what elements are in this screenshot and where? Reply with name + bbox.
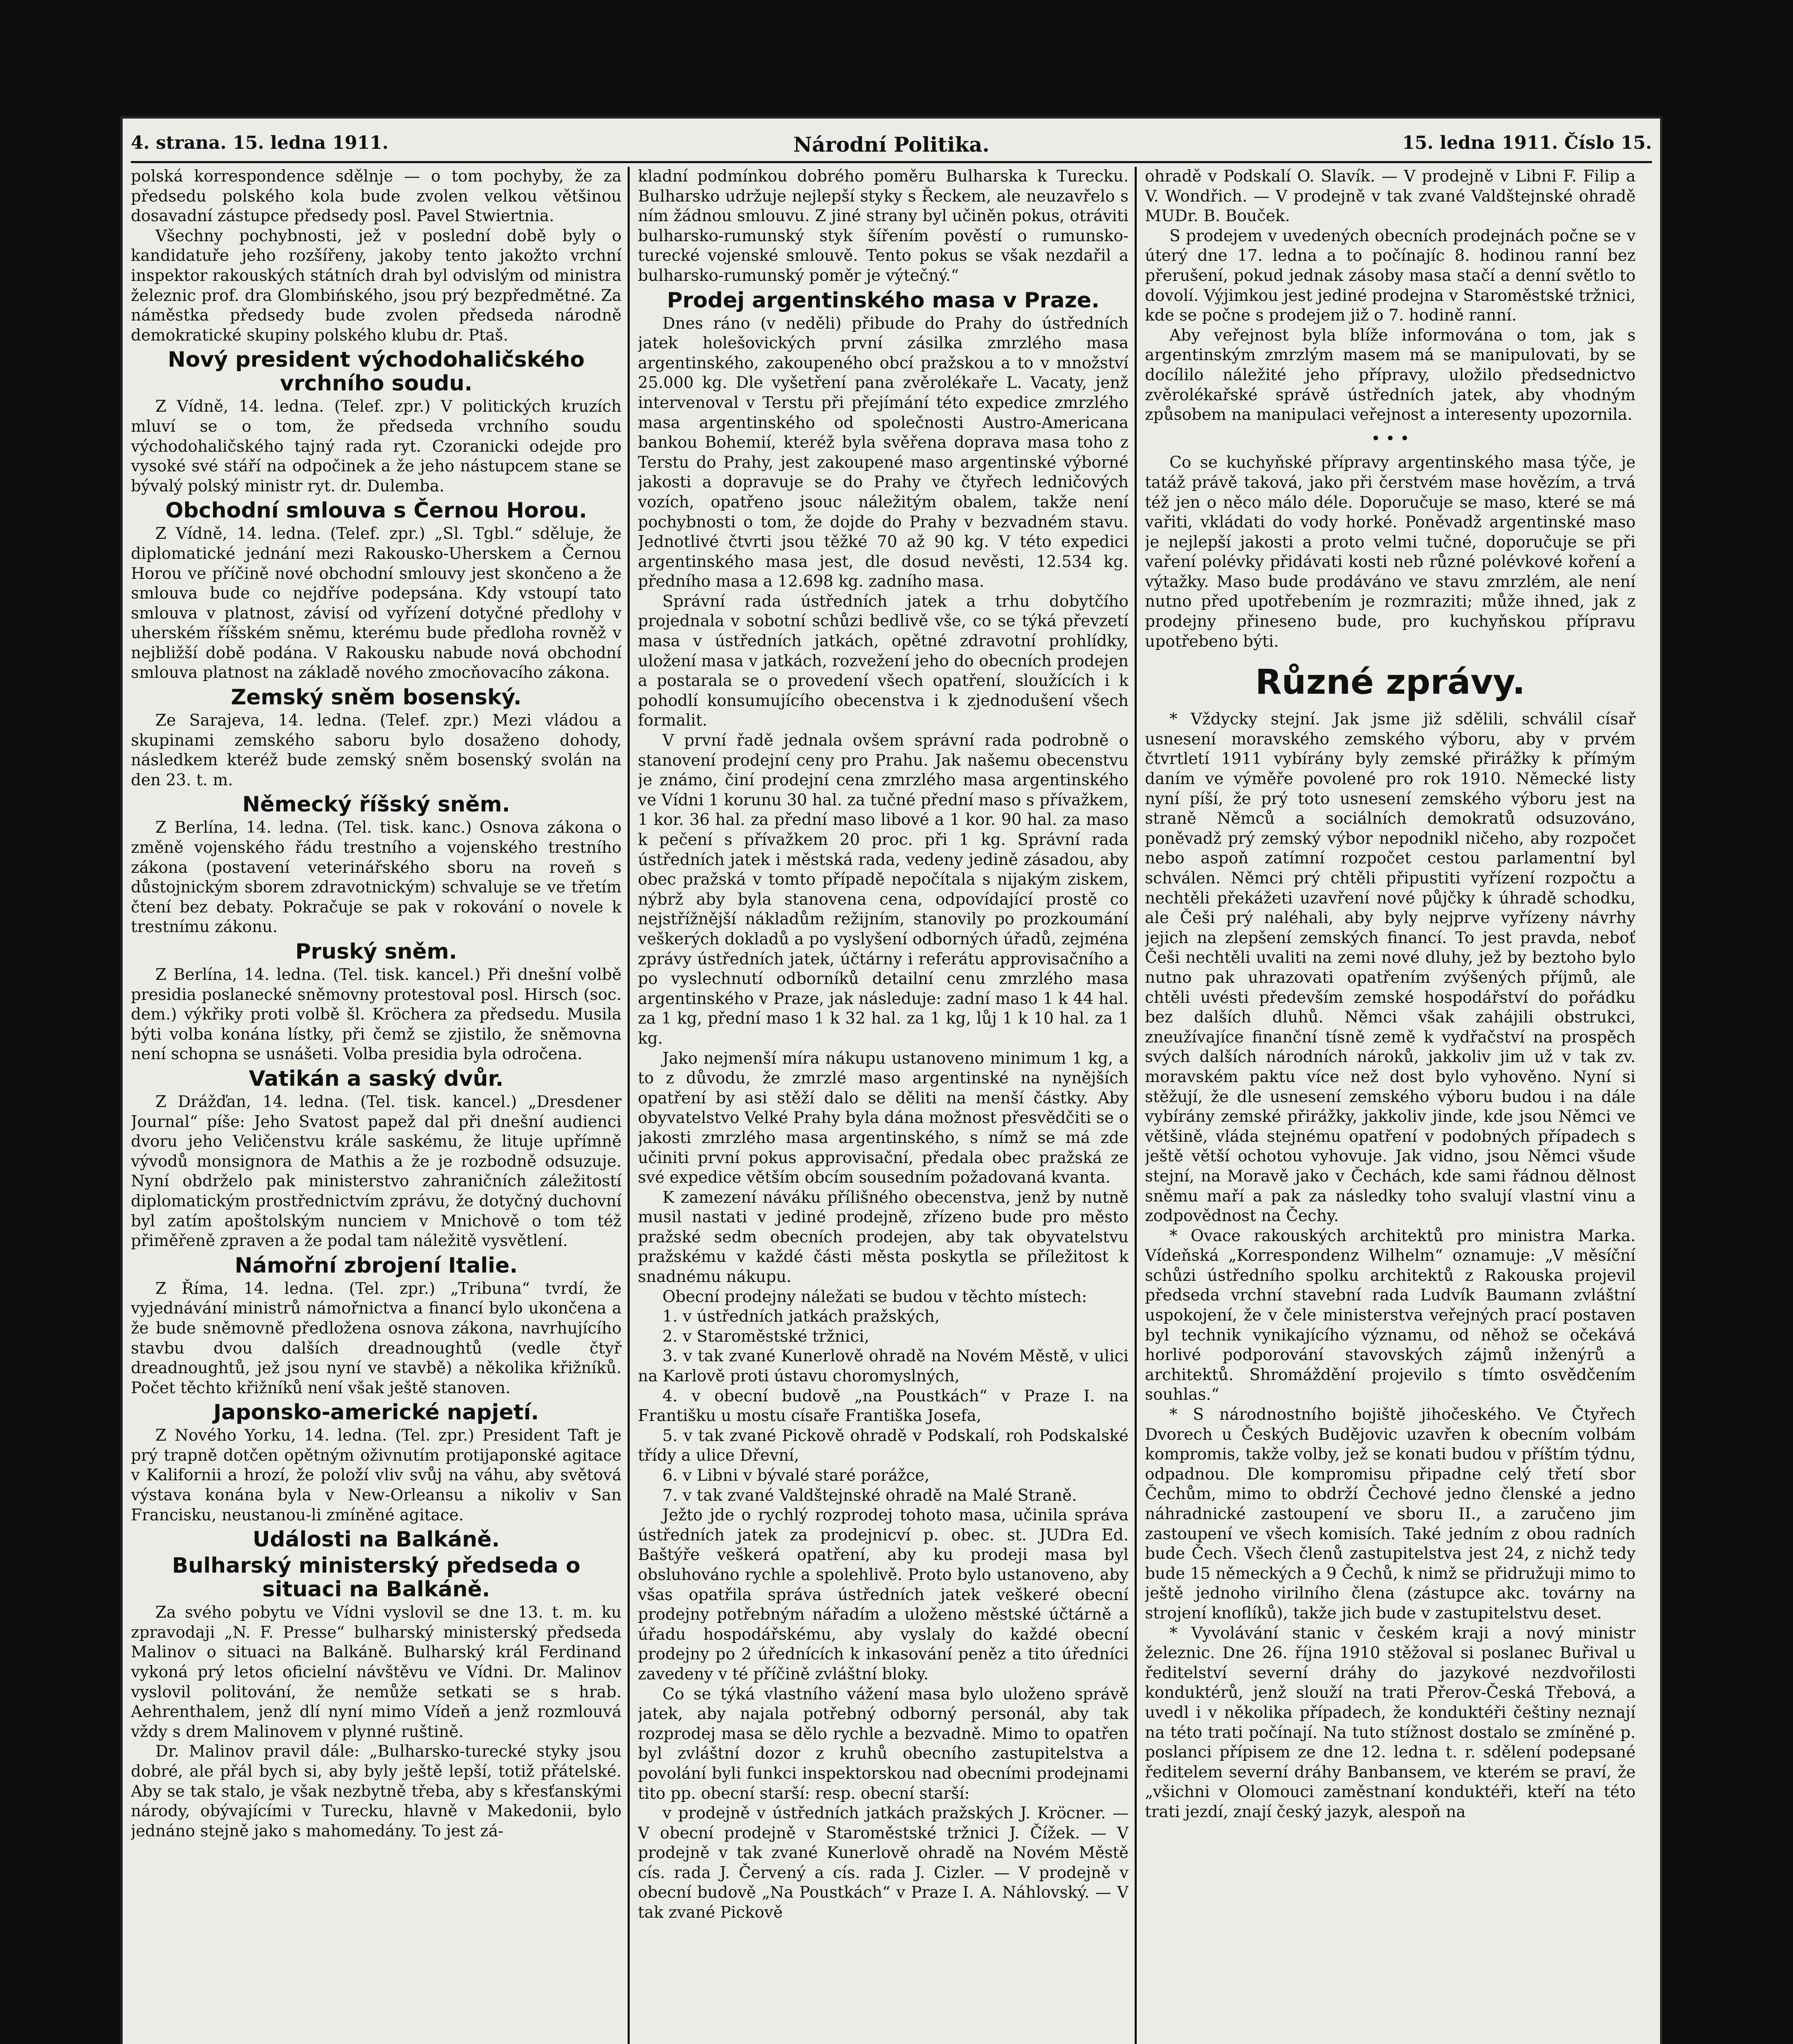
column-2 <box>638 167 1129 2044</box>
article-paragraph: Obecní prodejny náležati se budou v těchto místech: <box>662 1287 1087 1306</box>
article-paragraph: Správní rada ústředních jatek a trhu dobytčího projednala v sobotní schůzi bedlivě vše, co se týká převzetí masa v ústředních jatkách, opětné zdravotní prohlídky, uložení masa v jatkách, rozvežení jeho do obecních prodejen a postarala se o provedení všech opatření, sloužících i k pohodlí konsumujícího obecenstva i k zjednodušení všech formalit. <box>638 592 1129 730</box>
page-header <box>131 132 1652 161</box>
article-headline: Bulharský ministerský předseda o situaci na Balkáně. <box>172 1553 581 1602</box>
header-date-issue: 15. ledna 1911. Číslo 15. <box>1402 132 1652 153</box>
section-headline: Události na Balkáně. <box>252 1527 500 1552</box>
section-separator: • • • <box>1371 429 1409 448</box>
column-divider <box>628 167 630 2044</box>
article-paragraph: Co se kuchyňské přípravy argentinského masa týče, je tatáž právě taková, jako při čerstvém mase hovězím, a trvá též jen o něco málo déle. Doporučuje se maso, které se má vařiti, vkládati do vody horké. Poněvadž argentinské maso je nejlepší jakosti a proto velmi tučné, doporučuje se při vaření polévky přidávati kosti neb různé polévkové koření a výtažky. Maso bude prodáváno ve stavu zmrzlém, ale není nutno před upotřebením je rozmraziti; může ihned, jak z prodejny přineseno bude, pro kuchyňskou přípravu upotřebeno býti. <box>1145 453 1636 651</box>
article-headline: Japonsko-americké napjetí. <box>213 1400 539 1425</box>
column-1 <box>131 167 622 2044</box>
article-paragraph: Ježto jde o rychlý rozprodej tohoto masa, učinila správa ústředních jatek za prodejnicví p. obec. st. JUDra Ed. Baštýře veškerá opatření, aby ku prodeji masa byl obsluhováno rychle a spolehlivě. Proto bylo ustanoveno, aby všas opatřila správa ústředních jatek veškeré obecní prodejny potřebným nářadím a uloženo městské účtárně a úřadu hospodářskému, aby vyslaly do každé obecní prodejny po 2 úřednících k inkasování peněz a tito úředníci zavedeny v té příčině zvláštní bloky. <box>638 1506 1129 1683</box>
article-paragraph: Aby veřejnost byla blíže informována o tom, jak s argentinským zmrzlým masem má se manipulovati, by se docílilo náležité jeho přípravy, uložilo předsednictvo zvěrolékařské správě ústředních jatek, aby vhodným způsobem na manipulaci veřejnost a interesenty upozornila. <box>1145 326 1636 424</box>
article-headline: Námořní zbrojení Italie. <box>235 1253 518 1278</box>
article-paragraph: v prodejně v ústředních jatkách pražských J. Kröcner. — V obecní prodejně v Staroměstské tržnici J. Čížek. — V prodejně v tak zvané Kunerlově ohradě na Novém Městě cís. rada J. Červený a cís. rada J. Cizler. — V prodejně v obecní budově „Na Poustkách“ v Praze I. A. Náhlovský. — V tak zvané Pickově <box>638 1804 1129 1922</box>
header-rule <box>131 161 1652 163</box>
article-paragraph: Co se týká vlastního vážení masa bylo uloženo správě jatek, aby najala potřebný odborný personál, aby tak rozprodej masa se dělo rychle a bezvadně. Mimo to opatřen byl zvláštní dozor z kruhů obecního zastupitelstva a povolání byli funkci inspektorskou nad obecními prodejnami tito pp. obecní starší: resp. obecní starší: <box>638 1685 1129 1803</box>
article-paragraph: Z Berlína, 14. ledna. (Tel. tisk. kancel.) Při dnešní volbě presidia poslanecké sněmovny protestoval posl. Hirsch (soc. dem.) výkřiky proti volbě šl. Kröchera za předsedu. Musila býti volba konána lístky, při čemž se zjistilo, že sněmovna není schopna se usnášeti. Volba presidia byla odročena. <box>131 966 622 1064</box>
article-paragraph: V první řadě jednala ovšem správní rada podrobně o stanovení prodejní ceny pro Prahu. Jak našemu obecenstvu je známo, činí prodejní cena zmrzlého masa argentinského ve Vídni 1 korunu 30 hal. za tučné přední maso s přívažkem, 1 kor. 36 hal. za přední maso libové a 1 kor. 90 hal. za maso k pečení s přívažkem 20 proc. při 1 kg. Správní rada ústředních jatek i městská rada, vedeny jedině zásadou, aby obec pražská v tomto případě nepočítala s nijakým ziskem, nýbrž aby byla stanovena cena, odpovídající prostě co nejstřížnější nákladům režijním, stanovily po prozkoumání veškerých dokladů a po vyslyšení odborných úřadů, zejména zprávy ústředních jatek, účtárny i referátu approvisačního a po vyslechnutí odborníků detailní cenu zmrzlého masa argentinského v Praze, jak následuje: zadní maso 1 k 44 hal. za 1 kg, přední maso 1 k 32 hal. za 1 kg, lůj 1 k 10 hal. za 1 kg. <box>638 731 1129 1048</box>
article-paragraph: Za svého pobytu ve Vídni vyslovil se dne 13. t. m. ku zpravodaji „N. F. Presse“ bulharský ministerský předseda Malinov o situaci na Balkáně. Bulharský král Ferdinand vykoná prý letos oficielní návštěvu ve Vídni. Dr. Malinov vyslovil politování, že nemůže setkati se s hrab. Aehrenthalem, jenž dlí nyní mimo Vídeň a jenž rozmlouvá vždy s drem Malinovem v plynné ruštině. <box>131 1603 622 1741</box>
article-paragraph: Z Vídně, 14. ledna. (Telef. zpr.) V politických kruzích mluví se o tom, že předseda vrchního soudu východohaličského tajný rada ryt. Czoranicki odejde pro vysoké své stáří na odpočinek a že jeho nástupcem stane se bývalý polský ministr ryt. dr. Dulemba. <box>131 397 622 495</box>
list-item: 3. v tak zvané Kunerlově ohradě na Novém Městě, v ulici na Karlově proti ústavu choromyslných, <box>638 1347 1129 1386</box>
article-continuation: kladní podmínkou dobrého poměru Bulharska k Turecku. Bulharsko udržuje nejlepší styky s Řeckem, ale neuzavřelo s ním žádnou smlouvu. Z jiné strany byl učiněn pokus, otráviti bulharsko-rumunský styk šířením pověstí o rumunsko-turecké vojenské smlouvě. Tento pokus se však nezdařil a bulharsko-rumunský poměr je výtečný.“ <box>638 167 1129 285</box>
article-paragraph: Z Nového Yorku, 14. ledna. (Tel. zpr.) President Taft je prý trapně dotčen opětným oživnutím protijaponské agitace v Kalifornii a hrozí, že položí vliv svůj na váhu, aby světová výstava konána byla v New-Orleansu a nikoliv v San Francisku, neustanou-li zmíněné agitace. <box>131 1426 622 1524</box>
article-headline: Prodej argentinského masa v Praze. <box>667 288 1100 313</box>
article-paragraph: * S národnostního bojiště jihočeského. Ve Čtyřech Dvorech u Českých Budějovic uzavřen k obecním volbám kompromis, takže volby, jež se konati budou v příštím týdnu, odpadnou. Dle kompromisu připadne celý třetí sbor Čechům, mimo to obdrží Čechové jedno členské a jedno náhradnické zastoupení ve sboru II., a zaručeno jim zastoupení ve všech komisích. Také jedním z obou radních bude Čech. Všech členů zastupitelstva jest 24, z nichž tedy bude 15 německých a 9 Čechů, k nimž se přidružuji mimo to ještě jednoho virilního člena (zástupce akc. továrny na strojení knoflíků), takže jich bude v zastupitelstvu deset. <box>1145 1405 1636 1623</box>
article-paragraph: K zamezení náváku přílišného obecenstva, jenž by nutně musil nastati v jediné prodejně, zřízeno bude pro město pražské sedm obecních prodejen, aby tak obyvatelstvu pražskému v každé části města poskytla se příležitost k snadnému nákupu. <box>638 1188 1129 1286</box>
article-paragraph: Dr. Malinov pravil dále: „Bulharsko-turecké styky jsou dobré, ale přál bych si, aby byly ještě lepší, totiž přátelské. Aby se tak stalo, je však nezbytně třeba, aby s křesťanskými národy, obývajícími v Turecku, hlavně v Makedonii, bylo jednáno stejně jako s mahomedány. To jest zá- <box>131 1742 622 1840</box>
article-headline: Vatikán a saský dvůr. <box>249 1066 504 1091</box>
article-headline: Německý říšský sněm. <box>242 792 510 817</box>
list-item: 7. v tak zvané Valdštejnské ohradě na Malé Straně. <box>662 1486 1077 1505</box>
article-paragraph: * Vyvolávání stanic v českém kraji a nový ministr železnic. Dne 26. října 1910 stěžoval si poslanec Buřival u ředitelství severní dráhy do jazykové nezdvořilosti konduktérů, jenž slouží na trati Přerov-Česká Třebová, a uvedl i v několika případech, že konduktéři češtiny neznají na této trati počínají. Na tuto stížnost dostalo se zmíněné p. poslanci přípisem ze dne 12. ledna t. r. sdělení podepsané ředitelem severní dráhy Banbansem, ve kterém se praví, že „všichni v Olomouci zaměstnaní konduktéři, kteří na této trati jezdí, znají český jazyk, alespoň na <box>1145 1624 1636 1821</box>
article-paragraph: * Ovace rakouských architektů pro ministra Marka. Vídeňská „Korrespondenz Wilhelm“ oznamuje: „V měsíční schůzi ústředního spolku architektů z Rakouska projevil předseda vrchní stavební rada Ludvík Baumann zvláštní uspokojení, že v čele ministerstva veřejných prací postaven byl technik vynikajícího významu, od něhož se očekává horlivé podporování stavovských zájmů inženýrů a architektů. Shromáždění projevilo s tímto osvědčením souhlas.“ <box>1145 1226 1636 1404</box>
section-headline: Různé zprávy. <box>1255 662 1526 702</box>
article-paragraph: Dnes ráno (v neděli) přibude do Prahy do ústředních jatek holešovických první zásilka zmrzlého masa argentinského, zakoupeného obcí pražskou a to v množství 25.000 kg. Dle vyšetření pana zvěrolékaře L. Vacaty, jenž intervenoval v Terstu při přejímání této expedice zmrzlého masa argentinského od společnosti Austro-Americana bankou Bohemií, kteréž byla svěřena doprava masa toho z Terstu do Prahy, jest zakoupené maso argentinské výborné jakosti a dopravuje se do Prahy ve čtyřech ledničových vozích, opatřeno jsouc náležitým obalem, takže není pochybnosti o tom, že dojde do Prahy v bezvadném stavu. Jednotlivé čtvrti jsou těžké 70 až 90 kg. V této expedici argentinského masa jest, dle dosud nevěsti, 12.534 kg. předního masa a 12.698 kg. zadního masa. <box>638 314 1129 591</box>
article-paragraph: * Vždycky stejní. Jak jsme již sdělili, schválil císař usnesení moravského zemského výboru, aby v prvém čtvrtletí 1911 vybírány byly zemské přirážky k přímým daním ve výměře povolené pro rok 1910. Německé listy nyní píší, že prý toto usnesení zemského výboru jest na straně Němců a sociálních demokratů odsuzováno, poněvadž prý zemský výbor nepodnikl ničeho, aby rozpočet nebo aspoň zatímní rozpočet cestou parlamentní byl schválen. Němci prý chtěli připustiti vyřízení rozpočtu a nechtěli překážeti uzavření nové půjčky k úhradě schodku, ale Češi prý naléhali, aby byly nejprve vyřízeny návrhy jejich na zlepšení zemských financí. To jest pravda, neboť Češi nechtěli uvaliti na zemi nové dluhy, jež by beztoho bylo nutno pak uhrazovati opatřením zvýšených příjmů, ale chtěli uvésti především zemské hospodářství do pořádku bez dalších dluhů. Němci však zahájili obstrukci, zneužívajíce finanční tísně země k vydřačství na prospěch svých dalších národních nároků, jakkoliv jim už v tak zv. moravském paktu více než dost bylo vyhověno. Nyní si stěžují, že dle usnesení zemského výboru budou i na dále vybírány zemské přirážky, jakkoliv jinde, kde jsou Němci ve většině, vláda stejnému opatření v podobných případech s ještě větší ochotou vyhovuje. Jak vidno, jsou Němci všude stejní, na Moravě jako v Čechách, kde sami řádnou dělnost sněmu maří a pak za následky toho svalují vlastní vinu a zodpovědnost na Čechy. <box>1145 710 1636 1226</box>
article-continuation: polská korrespondence sdělnje — o tom pochyby, že za předsedu polského kola bude zvolen velkou většinou dosavadní zástupce předsedy posl. Pavel Stwiertnia. <box>131 167 622 226</box>
list-item: 4. v obecní budově „na Poustkách“ v Praze I. na Františku u mostu císaře Františka Josefa, <box>638 1387 1129 1425</box>
article-paragraph: Ze Sarajeva, 14. ledna. (Telef. zpr.) Mezi vládou a skupinami zemského saboru bylo dosaženo dohody, následkem kteréž bude zemský sněm bosenský svolán na den 23. t. m. <box>131 711 622 789</box>
article-headline: Zemský sněm bosenský. <box>231 685 522 710</box>
article-paragraph: Z Říma, 14. ledna. (Tel. zpr.) „Tribuna“ tvrdí, že vyjednávání ministrů námořnictva a financí bylo ukončena a že bude sněmovně předložena osnova zákona, navrhujícího stavbu dvou dalších dreadnoughtů (vedle čtyř dreadnoughtů, jež jsou nyní ve stavbě) a několika křižníků. Počet těchto křižníků není však ještě stanoven. <box>131 1279 622 1397</box>
article-headline: Pruský sněm. <box>295 939 457 964</box>
article-paragraph: Z Vídně, 14. ledna. (Telef. zpr.) „Sl. Tgbl.“ sděluje, že diplomatické jednání mezi Rakousko-Uherskem a Černou Horou ve příčině nové obchodní smlouvy jest skončeno a že smlouva bude co nejdříve podepsána. Kdy vstoupí tato smlouva v platnost, závisí od vyřízení dotyčné předlohy v uherském říšském sněmu, kterému bude předloha rovněž v nejbližší době podána. V Rakousku nabude nová obchodní smlouva platnost na základě nového zmocňovacího zákona. <box>131 524 622 682</box>
list-item: 1. v ústředních jatkách pražských, <box>662 1307 940 1326</box>
article-paragraph: Jako nejmenší míra nákupu ustanoveno minimum 1 kg, a to z důvodu, že zmrzlé maso argentinské na nynějších opatření by asi stěží dalo se děliti na menší částky. Aby obyvatelstvo Velké Prahy byla dána možnost přesvědčiti se o jakosti zmrzlého masa argentinského, s nímž se má zde učiniti první pokus approvisační, předala obec pražská ze své expedice větším obcím sousedním požadovaná kvanta. <box>638 1049 1129 1187</box>
header-page-date: 4. strana. 15. ledna 1911. <box>131 132 389 153</box>
column-divider <box>1135 167 1137 2044</box>
article-continuation: ohradě v Podskalí O. Slavík. — V prodejně v Libni F. Filip a V. Wondřich. — V prodejně v tak zvané Valdštejnské ohradě MUDr. B. Bouček. <box>1145 167 1636 226</box>
list-item: 5. v tak zvané Pickově ohradě v Podskalí, roh Podskalské třídy a ulice Dřevní, <box>638 1426 1129 1465</box>
article-paragraph: Z Drážďan, 14. ledna. (Tel. tisk. kancel.) „Dresdener Journal“ píše: Jeho Svatost papež dal při dnešní audienci dvoru jeho Veličenstvu krále saskému, že lituje upřímně vývodů monsignora de Mathis a že je rozbodně odsuzuje. Nyní obdrželo pak ministerstvo zahraničních záležitostí diplomatickým prostřednictvím zprávu, že dotyčný duchovní byl zatím apoštolským nunciem v Mnichově o tom též přiměřeně zpraven a že podal tam náležitě vysvětlení. <box>131 1092 622 1251</box>
newspaper-masthead: Národní Politika. <box>793 132 990 157</box>
list-item: 6. v Libni v bývalé staré porážce, <box>662 1466 930 1485</box>
article-paragraph: Z Berlína, 14. ledna. (Tel. tisk. kanc.) Osnova zákona o změně vojenského řádu trestního a vojenského trestního zákona (postavení veterinářského sboru na roveň s důstojnickým sborem zdravotnickým) schvaluje se ve třetím čtení bez debaty. Pokračuje se pak v rokování o novele k trestnímu zákonu. <box>131 818 622 937</box>
article-paragraph: Všechny pochybnosti, jež v poslední době byly o kandidatuře jeho rozšířeny, jakoby tento jakožto vrchní inspektor rakouských státních drah byl odvislým od ministra železnic prof. dra Glombińského, jsou prý bezpředmětné. Za náměstka předsedy bude zvolen předseda národně demokratické skupiny polského klubu dr. Ptaš. <box>131 226 622 345</box>
article-headline: Nový president východohaličského vrchního soudu. <box>168 347 585 396</box>
column-3 <box>1145 167 1636 2044</box>
newspaper-page <box>123 119 1660 2044</box>
article-headline: Obchodní smlouva s Černou Horou. <box>165 498 587 523</box>
list-item: 2. v Staroměstské tržnici, <box>662 1327 869 1346</box>
article-paragraph: S prodejem v uvedených obecních prodejnách počne se v úterý dne 17. ledna a to počínajíc 8. hodinou ranní bez přerušení, pokud jednak zásoby masa stačí a denní světlo to dovolí. Výjimkou jest jediné prodejna v Staroměstské tržnici, kde se počne s prodejem již o 7. hodině ranní. <box>1145 226 1636 325</box>
